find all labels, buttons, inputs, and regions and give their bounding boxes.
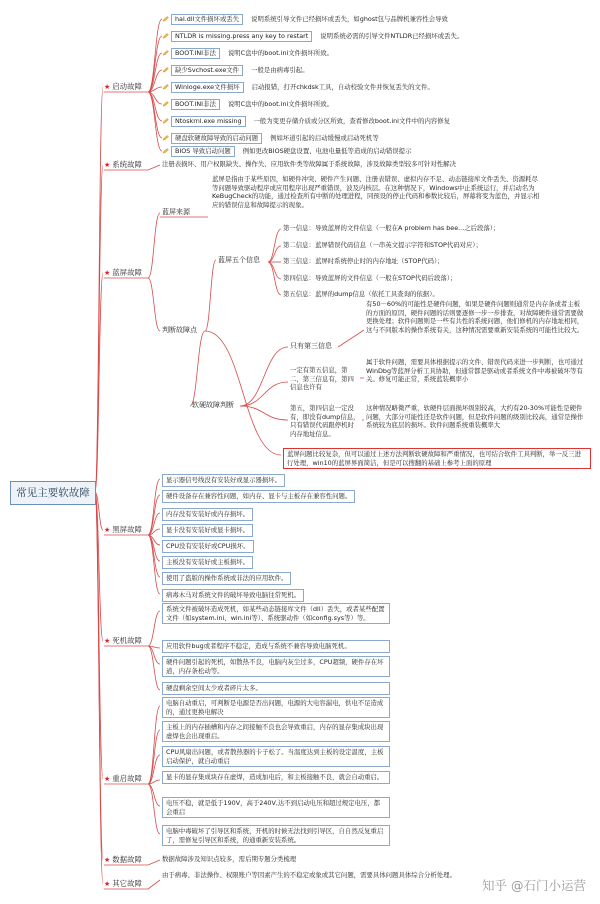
root-connector [95,273,103,492]
boot-item-label: BOOT.INI非法 [171,99,220,110]
star-icon: ★ [104,637,111,645]
reboot-item: 电压不稳，就是低于190V，高于240V,达不到启动电压和超过规定电压，都会重启 [162,797,390,818]
black-item: 内存没有安装好或内存损坏。 [162,508,253,521]
black-connector [148,535,160,594]
black-item: CPU没有安装好或CPU损坏。 [162,540,254,553]
bsod-connector [268,262,281,279]
boot-item-note: 例如更改BIOS硬盘设置、电池电量低等造成的启动错误提示 [242,147,412,155]
bsod-judge-label: 判断故障点 [162,326,197,334]
boot-item [162,116,450,127]
boot-item-label: 缺少Svchost.exe文件 [171,65,243,76]
boot-connector [148,92,162,151]
bsod-connector [148,278,160,331]
dead-connector [148,611,160,646]
reboot-connector [148,784,160,806]
root-connector [95,492,103,860]
bsod-five-item: 第一信息：导致蓝屏的文件信息（一般在A problem has bee...之后段落）； [283,224,500,232]
reboot-connector [148,780,160,784]
reboot-item: 主板上的内存插槽和内存之间接触不良也会导致重启，内存的显存集成块出现虚焊也会出现重启。 [162,721,390,742]
reboot-item: 显卡的显存集成块存在虚焊，造成加电后，和主板接触不良，就会自动重启。 [162,771,390,784]
boot-connector [148,92,162,121]
boot-item-label: Ntoskrnl.exe missing [171,116,246,127]
boot-item-note: 例如坏道引起的启动缓慢或启动死机等 [270,134,379,142]
bsod-five-item: 第三信息：蓝屏时系统停止时的内存地址（STOP代码）； [283,257,444,265]
bsod-has3-text: 属于软件问题，需要具体根据提示的文件、错误代码来进一步判断，也可通过WinDbg等蓝屏分析工具协助，但通常都是驱动或者系统文件中毒被破坏等有关。修复可能正常，系统蓝装概率小 [366,358,584,384]
boot-item [162,82,434,93]
boot-item [162,14,448,25]
boot-connector [148,70,162,92]
root-connector [95,492,103,884]
edit-pencil-icon [162,118,169,124]
bsod-connector [268,229,281,262]
boot-item-label: hal.dll文件损坏或丢失 [171,14,243,25]
category-system: ★ 系统故障 [104,160,142,169]
bsod-five-item: 第四信息：导致蓝屏的文件信息（一般在STOP代码后段落）； [283,274,457,282]
boot-item-label: 硬盘软硬故障导致的启动问题 [171,133,262,144]
bsod-five-item: 第二信息：蓝屏错误代码信息（一串英文提示字符和STOP代码对应）； [283,241,482,249]
dead-item: 硬盘剩余空间太少或者碎片太多。 [162,682,390,695]
boot-item [162,65,309,76]
star-icon: ★ [104,269,111,277]
dead-item: 系统文件被破坏造成死机，如某些动态链接库文件（dll）丢失，或者某些配置文件（如system.ini、win.ini等）、系统驱动件（如config.sys等）等。 [162,603,390,624]
root-connector [95,492,103,779]
category-other: ★ 其它故障 [104,879,142,888]
root-connector [95,492,103,641]
edit-pencil-icon [162,84,169,90]
bsod-connector [268,262,281,295]
dead-item: 硬件问题引起的死机，如散热不良，电脑内灰尘过多，CPU超频，硬件存在坏道，内存条松动等。 [162,656,390,677]
reboot-item: 电脑自动重启，可判断是电源是否出问题，电源的大电容漏电，供电不足造成的，通过更换电解决 [162,697,390,718]
bsod-connector [338,330,364,347]
category-dead: ★ 死机故障 [104,636,142,645]
star-icon: ★ [104,856,111,864]
black-connector [148,535,160,561]
dead-connector [148,646,160,690]
star-icon: ★ [104,83,111,91]
boot-connector [148,36,162,92]
bsod-connector [240,347,288,406]
boot-connector [148,19,162,92]
bsod-source-label: 蓝屏来源 [162,208,190,216]
bsod-connector [205,331,281,455]
black-item: 病毒木马对系统文件的破坏导致电脑往常死机。 [162,589,304,602]
bsod-only3-label: 只有第三信息 [290,342,332,350]
data-text: 数据故障涉及知识点较多，需后期专题分类梳理 [162,855,297,863]
edit-pencil-icon [162,101,169,107]
bsod-connector [240,406,288,420]
boot-item [162,31,463,42]
system-connector [148,165,160,170]
boot-connector [148,92,162,104]
reboot-connector [148,755,160,784]
reboot-connector [148,784,160,834]
star-icon: ★ [104,526,111,534]
boot-item [162,146,411,157]
boot-item-note: 说明系统必需的引导文件NTLDR已经损坏或丢失。 [320,32,464,40]
root-topic: 常见主要软故障 [10,481,96,505]
black-connector [148,535,160,577]
star-icon: ★ [104,775,111,783]
edit-pencil-icon [162,148,169,154]
black-connector [148,535,160,545]
boot-connector [148,92,162,138]
bsod-sh-label: 软硬故障判断 [192,401,234,409]
black-item: 显示器信号线没有安装好或显示器损坏。 [162,474,285,487]
black-connector [148,495,160,535]
black-connector [148,529,160,535]
black-connector [148,513,160,535]
boot-item-note: 说明C盘中的boot.ini文件损坏所致。 [227,100,334,108]
category-bsod: ★ 蓝屏故障 [104,268,142,277]
root-connector [95,492,103,530]
bsod-source-text: 蓝屏是指由于某些原因，如硬件冲突、硬件产生问题、注册表错误、虚拟内存不足、动态链接库文件丢失、资源耗尽等问题导致驱动程序或应用程序出现严重错误，波及内核层。在这种情况下，Windows中止系统运行，并启动名为KeBugCheck的功能，通过检查所有中断的处理进程，同预设的停止代码和参数比较后，屏幕将变为蓝色，并显示相应的错误信息和故障提示的现象。 [212,175,540,209]
reboot-item: CPU风扇出问题，或者散热器的卡子松了。当温度达到主板的设定温度，主板启动保护，就自动重启 [162,746,390,767]
bsod-fifth-label: 第五，第四信息一定没有，即没有dump信息，只有错误代码跟停机时内存地址信息。 [290,404,360,438]
boot-item-note: 一般是由病毒引起。 [251,66,309,74]
other-text: 由于病毒、非法操作、权限账户等因素产生的不稳定或象或其它问题，需要具体问题具体综合分析处理。 [162,871,456,879]
boot-item [162,133,379,144]
root-connector [95,87,103,492]
bsod-connector [205,260,216,331]
edit-pencil-icon [162,16,169,22]
watermark: 知乎 @石门小运营 [482,878,586,893]
boot-item-note: 一般为变更存储介质或分区所致，查看修改boot.ini文件中的内容修复 [253,117,451,125]
black-item: 硬件设备存在兼容性问题，如内存、显卡与主板存在兼容性问题。 [162,490,355,503]
dead-item: 应用软件bug或者程序不稳定，造成与系统不兼容导致电脑死机。 [162,640,390,653]
black-item: 主板没有安装好或主板损坏。 [162,556,253,569]
boot-item [162,99,333,110]
other-connector [148,880,160,889]
category-reboot: ★ 重启故障 [104,774,142,783]
dead-connector [148,646,160,664]
bsod-connector [240,382,288,406]
bsod-red-note: 蓝屏问题比较复杂，但可以通过上述方法判断软硬故障和严重情况，也可结合软件工具判断，举一反三进行处理，win10的蓝屏界面简洁，但是可以搜翻的基础上参考上面的原理 [283,448,591,469]
edit-pencil-icon [162,50,169,56]
boot-item-label: BIOS 导致启动问题 [171,146,235,157]
star-icon: ★ [104,880,111,888]
boot-item-label: Winloge.exe文件损坏 [171,82,244,93]
boot-item-label: NTLDR is missing.press any key to restart [171,31,312,42]
black-item: 使用了盗版的操作系统或非法的应用软件。 [162,572,291,585]
bsod-connector [268,246,281,262]
boot-item-note: 启动报错，打开chkdsk工具，自动校验文件并恢复丢失的文件。 [251,83,434,91]
bsod-only3-text: 有50－60%的可能性是硬件问题，如果是硬件问题则通常是内存条或者主板的方面的原因，硬件问题的话则要逐修一步一步排查，对故障硬件通常需要做更换处理；软件问题则是一些有共性的系统问题，他们修机的内存地址相同，这与不同版本的操作系统有关，这种情况需要重新安装系统的可能性比较大。 [366,300,584,334]
system-text: 注册表损坏、用户权限缺失、操作失、应用软件类等故障属于系统故障，涉及故障类型较多可针对性解决 [162,160,456,168]
category-black: ★ 黑屏故障 [104,525,142,534]
reboot-item: 电脑中毒破坏了引导区和系统，开机的时候无法找到引导区，自自然反复重启了，需修复引导区和系统，的通重新安装系统。 [162,825,390,846]
bsod-five-item: 第五信息：蓝屏的dump信息（依托工具查询的依据）。 [283,290,439,298]
boot-item-note: 说明C盘中的boot.ini文件损坏所致。 [227,49,334,57]
black-connector [148,479,160,535]
edit-pencil-icon [162,135,169,141]
dead-connector [148,646,160,648]
data-connector [148,860,160,865]
root-connector [95,165,103,492]
bsod-five-label: 蓝屏五个信息 [218,256,260,264]
reboot-connector [148,730,160,784]
edit-pencil-icon [162,67,169,73]
black-item: 显卡没有安装好或显卡损坏。 [162,524,253,537]
edit-pencil-icon [162,33,169,39]
boot-connector [148,87,162,92]
boot-item-note: 说明系统引导文件已经损坏或丢失，如ghost包与品牌机兼容性会导致 [251,15,448,23]
bsod-has3-label: 一定有第五信息，第二，第三信息有，第四信息也许有 [290,366,354,392]
bsod-fifth-text: 这种情况略微严重，软硬件层面损坏级别较高，大约有20-30%可能性是硬件问题，大部分可能性还是软件问题，但是软件问题的级别比较高，通常是操作系统较为底层的损坏。软件问题系统重装概率大 [366,404,584,430]
category-data: ★ 数据故障 [104,855,142,864]
category-boot: ★ 启动故障 [104,82,142,91]
boot-item [162,48,333,59]
reboot-connector [148,706,160,784]
star-icon: ★ [104,161,111,169]
boot-item-label: BOOT.INI非法 [171,48,220,59]
bsod-connector [190,331,205,406]
boot-connector [148,53,162,92]
bsod-connector [148,213,160,278]
